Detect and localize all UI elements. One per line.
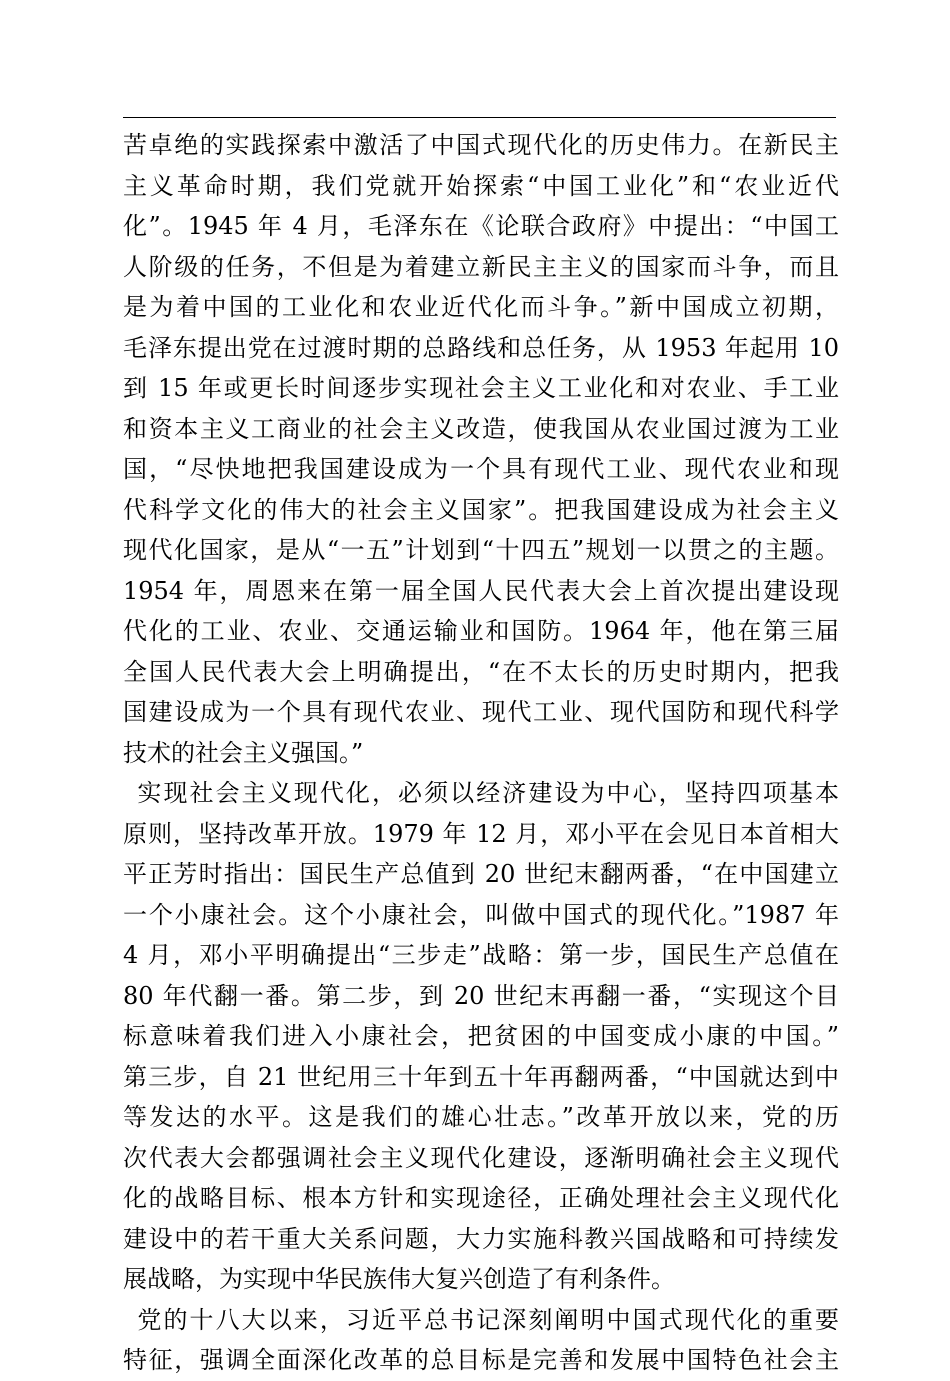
text-line: 标意味着我们进入小康社会，把贫困的中国变成小康的中国。” bbox=[123, 1022, 839, 1050]
text-line: 展战略，为实现中华民族伟大复兴创造了有利条件。 bbox=[123, 1265, 675, 1293]
text-line: 化的战略目标、根本方针和实现途径，正确处理社会主义现代化 bbox=[123, 1184, 839, 1212]
text-line: 苦卓绝的实践探索中激活了中国式现代化的历史伟力。在新民主 bbox=[123, 131, 839, 159]
text-line: 毛泽东提出党在过渡时期的总路线和总任务，从 1953 年起用 10 bbox=[123, 333, 839, 362]
text-line: 次代表大会都强调社会主义现代化建设，逐渐明确社会主义现代 bbox=[123, 1143, 839, 1172]
text-line: 原则，坚持改革开放。1979 年 12 月，邓小平在会见日本首相大 bbox=[123, 819, 839, 848]
text-line: 4 月，邓小平明确提出“三步走”战略：第一步，国民生产总值在 bbox=[123, 941, 839, 969]
text-line: 化”。1945 年 4 月，毛泽东在《论联合政府》中提出：“中国工 bbox=[123, 212, 839, 240]
text-line: 党的十八大以来，习近平总书记深刻阐明中国式现代化的重要 bbox=[137, 1305, 839, 1334]
text-line: 主义革命时期，我们党就开始探索“中国工业化”和“农业近代 bbox=[123, 171, 839, 200]
text-line: 80 年代翻一番。第二步，到 20 世纪末再翻一番，“实现这个目 bbox=[123, 981, 839, 1010]
body-text bbox=[123, 125, 839, 1381]
text-line: 技术的社会主义强国。” bbox=[123, 738, 364, 767]
text-line: 国建设成为一个具有现代农业、现代工业、现代国防和现代科学 bbox=[123, 698, 839, 726]
text-line: 1954 年，周恩来在第一届全国人民代表大会上首次提出建设现 bbox=[123, 576, 839, 605]
text-line: 和资本主义工商业的社会主义改造，使我国从农业国过渡为工业 bbox=[123, 414, 839, 443]
text-line: 到 15 年或更长时间逐步实现社会主义工业化和对农业、手工业 bbox=[123, 374, 839, 402]
text-line: 建设中的若干重大关系问题，大力实施科教兴国战略和可持续发 bbox=[123, 1224, 839, 1253]
header-rule bbox=[123, 117, 836, 118]
text-line: 代科学文化的伟大的社会主义国家”。把我国建设成为社会主义 bbox=[123, 495, 839, 524]
text-line: 国，“尽快地把我国建设成为一个具有现代工业、现代农业和现 bbox=[123, 455, 839, 483]
text-line: 等发达的水平。这是我们的雄心壮志。”改革开放以来，党的历 bbox=[123, 1103, 839, 1131]
text-line: 一个小康社会。这个小康社会，叫做中国式的现代化。”1987 年 bbox=[123, 900, 839, 929]
text-line: 第三步，自 21 世纪用三十年到五十年再翻两番，“中国就达到中 bbox=[123, 1062, 839, 1091]
text-line: 平正芳时指出：国民生产总值到 20 世纪末翻两番，“在中国建立 bbox=[123, 860, 839, 888]
text-line: 特征，强调全面深化改革的总目标是完善和发展中国特色社会主 bbox=[123, 1346, 839, 1374]
text-line: 人阶级的任务，不但是为着建立新民主主义的国家而斗争，而且 bbox=[123, 252, 839, 281]
text-line: 全国人民代表大会上明确提出，“在不太长的历史时期内，把我 bbox=[123, 657, 839, 686]
text-line: 是为着中国的工业化和农业近代化而斗争。”新中国成立初期， bbox=[123, 293, 839, 321]
text-line: 现代化国家，是从“一五”计划到“十四五”规划一以贯之的主题。 bbox=[123, 536, 839, 564]
text-line: 实现社会主义现代化，必须以经济建设为中心，坚持四项基本 bbox=[137, 779, 839, 807]
text-line: 代化的工业、农业、交通运输业和国防。1964 年，他在第三届 bbox=[123, 617, 839, 645]
